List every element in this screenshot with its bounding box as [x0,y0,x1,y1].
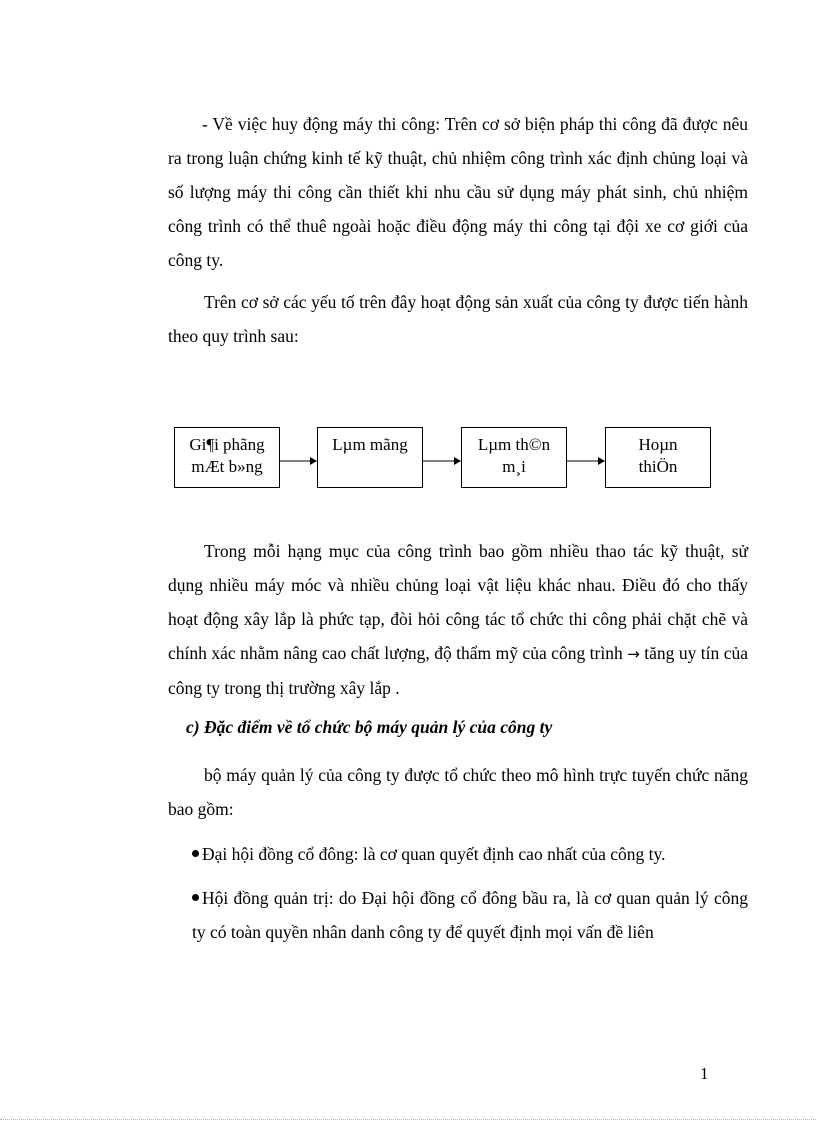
org-intro-paragraph: bộ máy quản lý của công ty được tổ chức theo mô hình trực tuyến chức năng bao gồm: [168,765,748,819]
section-heading: c) Đặc điểm về tổ chức bộ máy quản lý của công ty [186,717,553,737]
flow-step-label: Lµm th©n [477,435,551,454]
machinery-paragraph: - Về việc huy động máy thi công: Trên cơ sở biện pháp thi công đã được nêu ra trong luận chứng kinh tế kỹ thuật, chủ nhiệm công trình xác định chủng loại và số lượng máy thi công cần thiết khi nhu cầu sử dụng máy phát sinh, chủ nhiệm công trình có thể thuê ngoài hoặc điều động máy thi công tại đội xe cơ giới của công ty. [168,114,748,270]
bullet-item-shareholders [192,837,748,871]
complexity-paragraph [168,534,748,705]
flow-step-label: Hoµn [638,435,678,454]
flow-step-label: Lµm mãng [332,435,408,454]
flow-step-label: Gi¶i phãng [189,435,265,454]
bullet-icon [192,850,199,857]
right-arrow-icon: → [627,645,640,663]
complexity-text: Trong mỗi hạng mục của công trình bao gồm nhiều thao tác kỹ thuật, sử dụng nhiều máy móc và nhiều chủng loại vật liệu khác nhau. Điều đó cho thấy hoạt động xây lắp là phức tạp, đòi hỏi công tác tổ chức thi công phải chặt chẽ và chính xác nhằm nâng cao chất lượng, độ thẩm mỹ của công trình [168,541,748,663]
flow-step-completion [605,427,711,488]
flow-step-label: thiÖn [638,457,678,476]
flow-arrow-icon [567,455,605,467]
flow-step-label: m¸i [502,457,526,476]
process-intro-paragraph: Trên cơ sở các yếu tố trên đây hoạt động sản xuất của công ty được tiến hành theo quy trình sau: [168,292,748,346]
flow-step-body-roof [461,427,567,488]
page-number: 1 [700,1064,709,1083]
complexity-tail: tăng uy tín của công ty trong thị trường xây lắp . [168,643,749,698]
flow-step-label: mÆt b»ng [191,457,263,476]
flow-step-foundation [317,427,423,488]
bullet-text: Hội đồng quản trị: do Đại hội đồng cổ đông bầu ra, là cơ quan quản lý công ty có toàn quyền nhân danh công ty để quyết định mọi vấn đề liên [192,888,748,942]
flow-arrow-icon [280,455,317,467]
flow-step-site-clearance [174,427,280,488]
bullet-icon [192,894,199,901]
page-footer-divider [0,1119,816,1120]
bullet-item-board [192,881,748,949]
bullet-text: Đại hội đồng cổ đông: là cơ quan quyết định cao nhất của công ty. [202,844,666,864]
flow-arrow-icon [423,455,461,467]
